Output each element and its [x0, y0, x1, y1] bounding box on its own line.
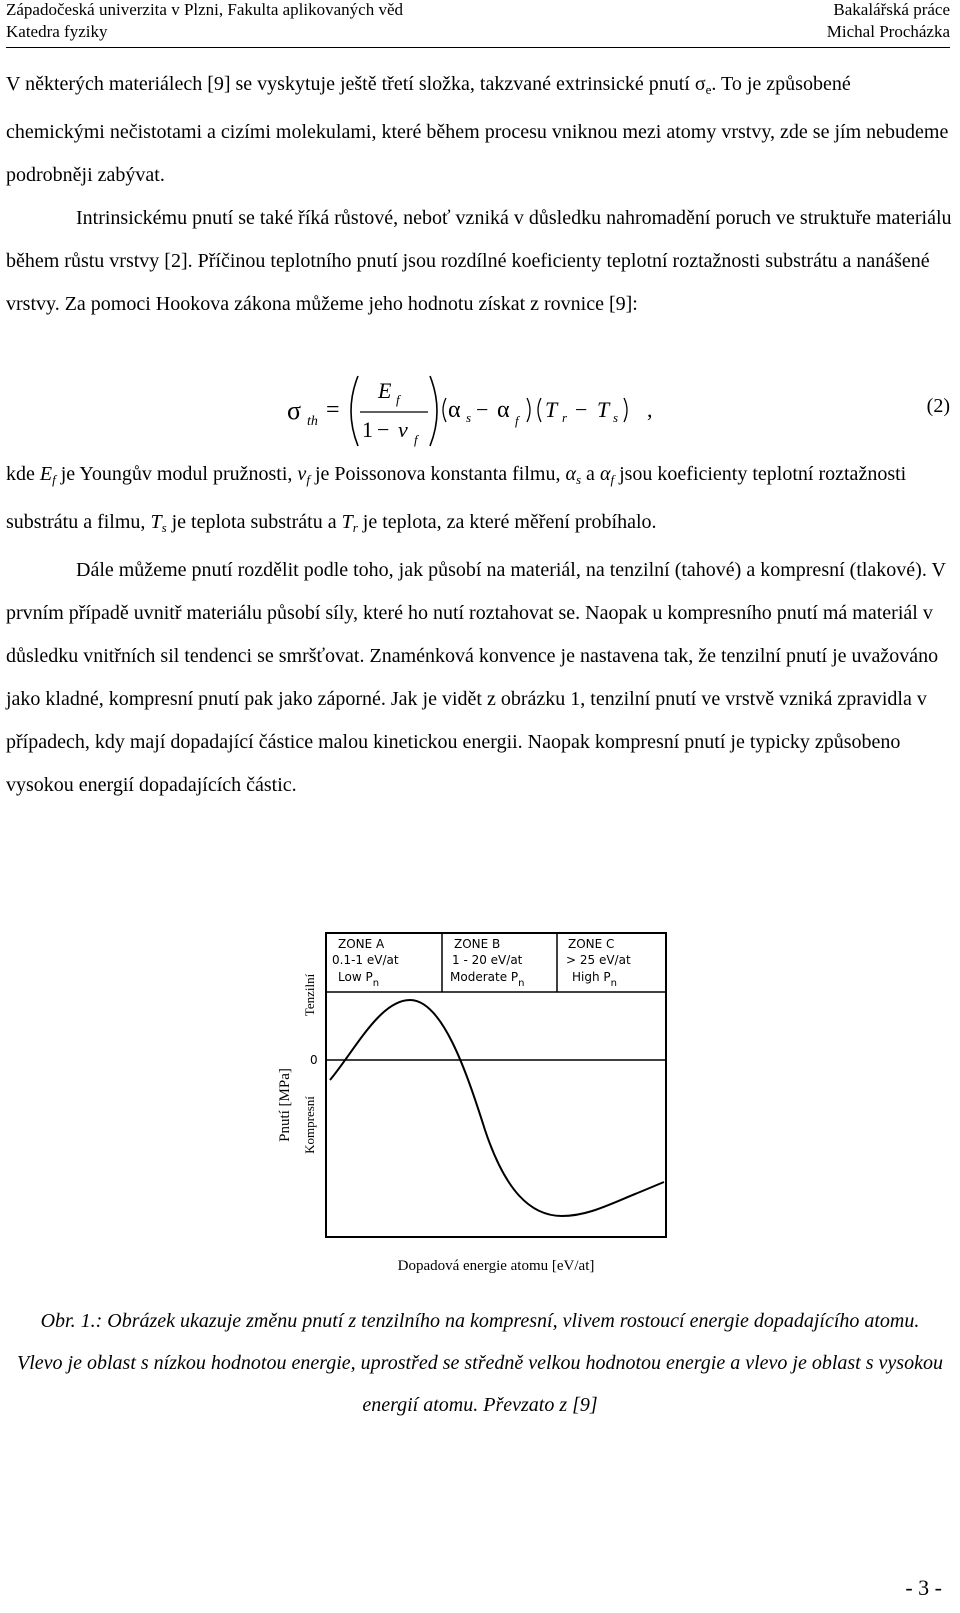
header-author: Michal Procházka: [826, 22, 950, 41]
text-block-bottom: [6, 453, 954, 807]
eq-sub-r: r: [562, 410, 568, 425]
eq-minus-2: −: [476, 397, 489, 422]
eq-T-r: T: [545, 397, 558, 422]
page-number: - 3 -: [905, 1575, 942, 1600]
eq-one: 1: [362, 417, 373, 442]
compressive-label: Kompresní: [302, 1096, 317, 1154]
figure-svg: [270, 930, 670, 1285]
eq-sub-f-num: f: [396, 392, 400, 407]
eq-equals: =: [326, 397, 340, 423]
equation-number: (2): [926, 395, 950, 417]
eq-minus-3: −: [575, 397, 588, 422]
eq-paren-t-close: [624, 398, 627, 422]
zero-label: 0: [310, 1053, 318, 1067]
eq-sub-s-2: s: [613, 410, 619, 425]
eq-paren-left: [351, 376, 358, 446]
x-axis-label: Dopadová energie atomu [eV/at]: [397, 1258, 595, 1274]
eq-paren-t-open: [538, 398, 541, 422]
eq-sub-f-den: f: [414, 432, 418, 447]
eq-sub-f: f: [515, 413, 519, 428]
zone-c-name: ZONE C: [568, 937, 615, 951]
eq-paren-alpha-close: [527, 398, 530, 422]
header-department: Katedra fyziky: [6, 22, 108, 41]
eq-E: E: [378, 378, 392, 403]
equation-2: [0, 368, 960, 454]
eq-comma: ,: [647, 397, 653, 422]
header-thesis-type: Bakalářská práce: [833, 0, 950, 19]
paragraph-intrinsic: Intrinsickému pnutí se také říká růstové, neboť vzniká v důsledku nahromadění poruch ve struktuře materiálu během růstu vrstvy [2]. Příčinou teplotního pnutí jsou rozdílné koeficienty teplotní roztažnosti substrátu a nanášené vrstvy. Za pomoci Hookova zákona můžeme jeho hodnotu získat z rovnice [9]:: [6, 207, 952, 315]
zone-a-energy: 0.1-1 eV/at: [332, 953, 399, 967]
header-university: Západočeská univerzita v Plzni, Fakulta aplikovaných věd: [6, 0, 404, 19]
zone-b-energy: 1 - 20 eV/at: [452, 953, 523, 967]
zone-c-pressure: High $P_n$: [572, 970, 617, 989]
eq-paren-right: [430, 376, 437, 446]
eq-paren-alpha-open: [443, 398, 446, 422]
eq-sub-th: th: [307, 414, 318, 429]
y-axis-label: Pnutí [MPa]: [277, 1068, 293, 1142]
stress-curve: [330, 1000, 664, 1216]
zone-a-name: ZONE A: [338, 937, 385, 951]
eq-alpha-s: α: [448, 397, 461, 423]
zone-labels: [332, 937, 631, 989]
zone-b-pressure: Moderate $P_n$: [450, 970, 525, 989]
eq-T-s: T: [597, 397, 610, 422]
eq-sub-s: s: [466, 410, 472, 425]
figure-caption: Obr. 1.: Obrázek ukazuje změnu pnutí z tenzilního na kompresní, vlivem rostoucí energie dopadajícího atomu. Vlevo je oblast s nízkou hodnotou energie, uprostřed se středně velkou hodnotou energie a vlevo je oblast s vysokou energií atomu. Převzato z [9]: [17, 1310, 943, 1416]
text-block-top: [6, 63, 954, 326]
figure-stress-vs-energy: [270, 930, 670, 1285]
header-rule: [6, 47, 950, 48]
paragraph-extrinsic: V některých materiálech [9] se vyskytuje ještě třetí složka, takzvané extrinsické pnutí $\sigma_e$. To je způsobené chemickými nečistotami a cizími molekulami, které během procesu vniknou mezi atomy vrstvy, zde se jím nebudeme podrobněji zabývat.: [6, 73, 949, 186]
zone-c-energy: > 25 eV/at: [566, 953, 631, 967]
tensile-label: Tenzilní: [302, 973, 317, 1017]
zone-b-name: ZONE B: [454, 937, 501, 951]
eq-sigma: σ: [287, 396, 302, 425]
eq-minus-1: −: [377, 417, 390, 442]
eq-alpha-f: α: [497, 397, 510, 423]
paragraph-stress-types: Dále můžeme pnutí rozdělit podle toho, jak působí na materiál, na tenzilní (tahové) a kompresní (tlakové). V prvním případě uvnitř materiálu působí síly, které ho nutí roztahovat se. Naopak u kompresního pnutí má materiál v důsledku vnitřních sil tendenci se smršťovat. Znaménková konvence je nastavena tak, že tenzilní pnutí je uvažováno jako kladné, kompresní pnutí pak jako záporné. Jak je vidět z obrázku 1, tenzilní pnutí ve vrstvě vzniká zpravidla v případech, kdy mají dopadající částice malou kinetickou energii. Naopak kompresní pnutí je typicky způsobeno vysokou energií dopadajících částic.: [6, 559, 946, 796]
paragraph-definitions: kde $E_f$ je Youngův modul pružnosti, $v_f$ je Poissonova konstanta filmu, $\alpha_s$ a $\alpha_f$ jsou koeficienty teplotní roztažnosti substrátu a filmu, $T_s$ je teplota substrátu a $T_r$ je teplota, za které měření probíhalo.: [6, 463, 907, 535]
equation-svg: [0, 368, 960, 454]
eq-v: v: [398, 417, 408, 442]
zone-a-pressure: Low $P_n$: [338, 970, 380, 989]
